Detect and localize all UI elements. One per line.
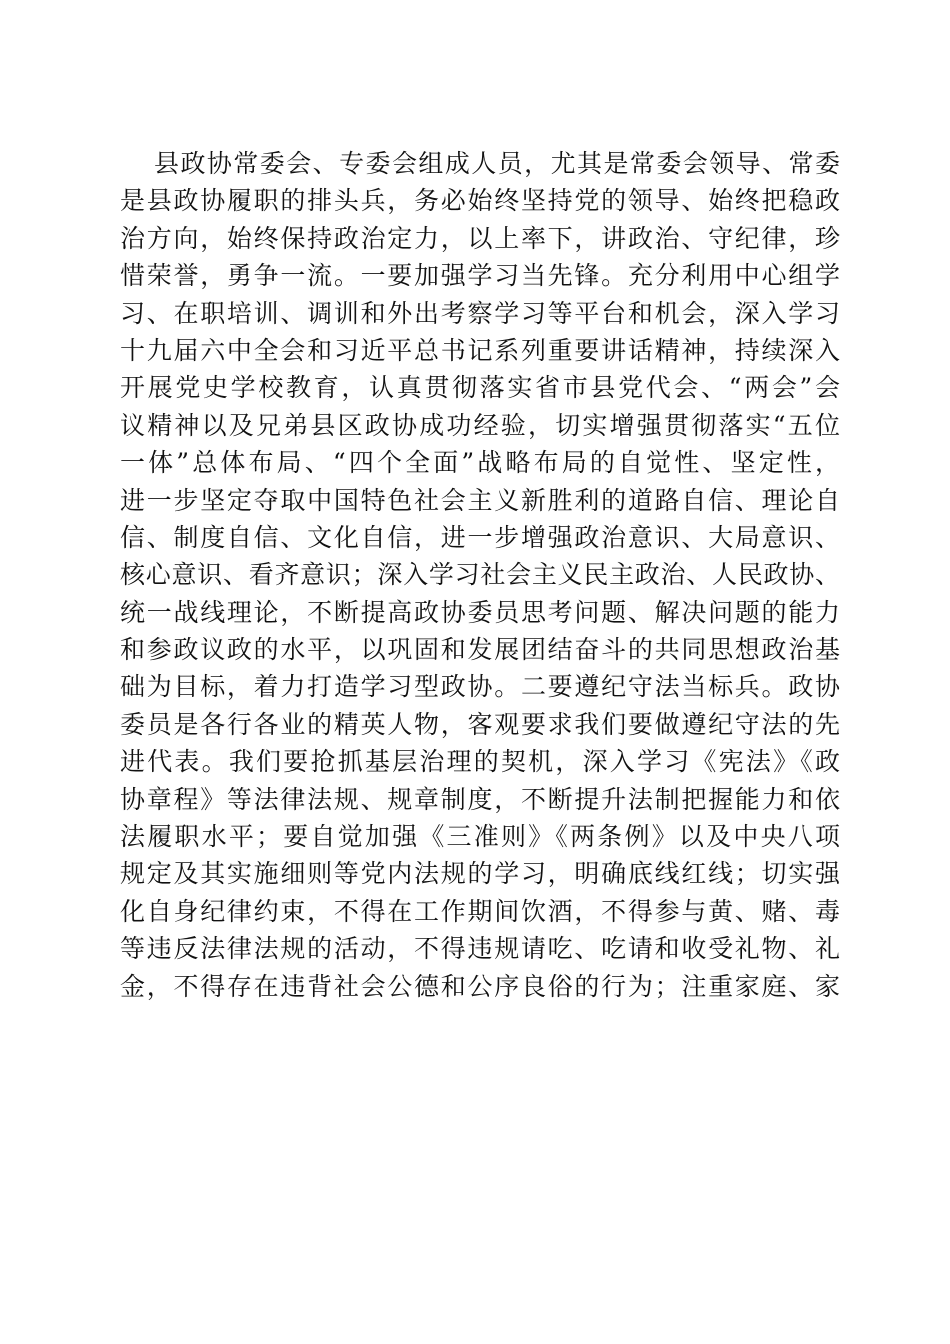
paragraph-line: 县政协常委会、专委会组成人员，尤其是常委会领导、常委	[154, 149, 840, 178]
paragraph-line: 信、制度自信、文化自信，进一步增强政治意识、大局意识、	[120, 522, 840, 552]
paragraph-line: 进一步坚定夺取中国特色社会主义新胜利的道路自信、理论自	[120, 485, 840, 515]
paragraph-line: 委员是各行各业的精英人物，客观要求我们要做遵纪守法的先	[120, 709, 840, 739]
paragraph-line: 础为目标，着力打造学习型政协。二要遵纪守法当标兵。政协	[120, 672, 840, 702]
paragraph-line: 协章程》等法律法规、规章制度，不断提升法制把握能力和依	[120, 784, 840, 814]
paragraph-line: 习、在职培训、调训和外出考察学习等平台和机会，深入学习	[120, 298, 840, 328]
paragraph-line: 规定及其实施细则等党内法规的学习，明确底线红线；切实强	[120, 859, 840, 889]
paragraph-line: 是县政协履职的排头兵，务必始终坚持党的领导、始终把稳政	[120, 186, 840, 216]
paragraph-line: 十九届六中全会和习近平总书记系列重要讲话精神，持续深入	[120, 335, 840, 365]
paragraph-line: 统一战线理论，不断提高政协委员思考问题、解决问题的能力	[120, 597, 840, 627]
paragraph-line: 开展党史学校教育，认真贯彻落实省市县党代会、“两会”会	[120, 373, 840, 403]
paragraph-line: 议精神以及兄弟县区政协成功经验，切实增强贯彻落实“五位	[120, 410, 840, 440]
paragraph-line: 一体”总体布局、“四个全面”战略布局的自觉性、坚定性，	[120, 448, 840, 478]
paragraph-line: 金，不得存在违背社会公德和公序良俗的行为；注重家庭、家	[120, 971, 840, 1001]
paragraph-line: 惜荣誉，勇争一流。一要加强学习当先锋。充分利用中心组学	[120, 261, 840, 291]
paragraph-line: 法履职水平；要自觉加强《三准则》《两条例》以及中央八项	[120, 822, 840, 852]
body-paragraph	[120, 145, 840, 1005]
paragraph-line: 化自身纪律约束，不得在工作期间饮酒，不得参与黄、赌、毒	[120, 896, 840, 926]
paragraph-line: 进代表。我们要抢抓基层治理的契机，深入学习《宪法》《政	[120, 747, 840, 777]
paragraph-line: 核心意识、看齐意识；深入学习社会主义民主政治、人民政协、	[120, 560, 840, 590]
paragraph-line: 等违反法律法规的活动，不得违规请吃、吃请和收受礼物、礼	[120, 934, 840, 964]
paragraph-line: 和参政议政的水平，以巩固和发展团结奋斗的共同思想政治基	[120, 635, 840, 665]
paragraph-line: 治方向，始终保持政治定力，以上率下，讲政治、守纪律，珍	[120, 223, 840, 253]
